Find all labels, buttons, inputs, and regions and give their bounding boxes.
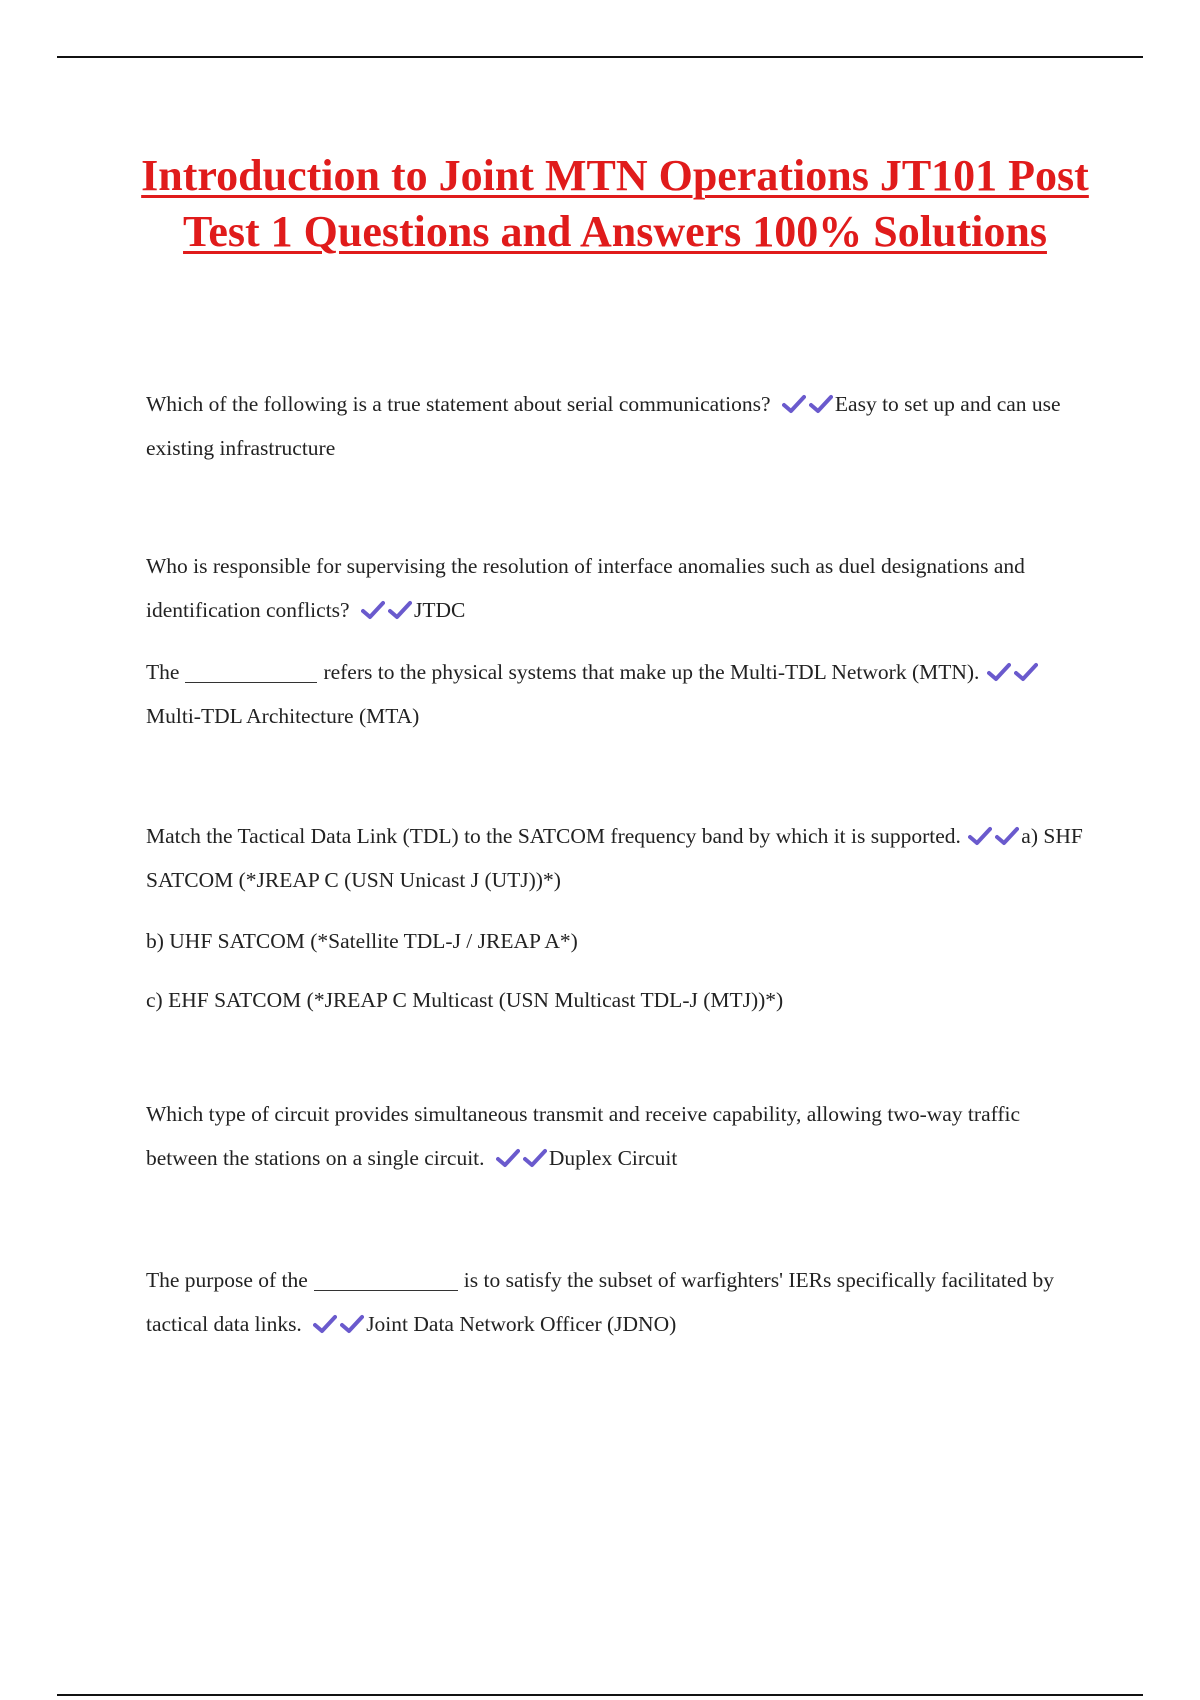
qa-item-1 (146, 382, 1086, 470)
fill-in-blank (185, 660, 317, 683)
qa-item-6 (146, 1258, 1086, 1346)
question-text-end: refers to the physical systems that make up the Multi-TDL Network (MTN). (323, 660, 980, 684)
double-check-icon (313, 1314, 364, 1334)
question-text-end: is to satisfy the subset of warfighters' IERs specifically facilitated by tactical data links. (146, 1268, 1054, 1336)
answer-option-b: b) UHF SATCOM (*Satellite TDL-J / JREAP A*) (146, 929, 578, 953)
qa-item-2 (146, 544, 1086, 632)
double-check-icon (987, 662, 1038, 682)
qa-item-4 (146, 814, 1086, 902)
answer-option-c: c) EHF SATCOM (*JREAP C Multicast (USN Multicast TDL-J (MTJ))*) (146, 988, 784, 1012)
answer-text: Easy to set up and can use existing infrastructure (146, 392, 1061, 460)
double-check-icon (496, 1148, 547, 1168)
qa-item-5 (146, 1092, 1086, 1180)
question-text-start: The (146, 660, 180, 684)
question-text: Which of the following is a true statement about serial communications? (146, 392, 771, 416)
footer-rule (57, 1694, 1143, 1696)
qa-item-3 (146, 650, 1086, 738)
question-text: Which type of circuit provides simultaneous transmit and receive capability, allowing two-way traffic between the stations on a single circuit. (146, 1102, 1021, 1170)
question-text: Who is responsible for supervising the resolution of interface anomalies such as duel designations and identification conflicts? (146, 554, 1025, 622)
document-title: Introduction to Joint MTN Operations JT101 Post Test 1 Questions and Answers 100% Solutions (141, 151, 1089, 256)
answer-text: Joint Data Network Officer (JDNO) (366, 1312, 677, 1336)
fill-in-blank (314, 1268, 458, 1291)
answer-option-a: a) SHF SATCOM (*JREAP C (USN Unicast J (UTJ))*) (146, 824, 1083, 892)
double-check-icon (782, 394, 833, 414)
question-text: Match the Tactical Data Link (TDL) to the SATCOM frequency band by which it is supported. (146, 824, 961, 848)
answer-text: JTDC (413, 598, 466, 622)
question-text-start: The purpose of the (146, 1268, 308, 1292)
answer-text: Multi-TDL Architecture (MTA) (146, 704, 420, 728)
double-check-icon (361, 600, 412, 620)
answer-text: Duplex Circuit (548, 1146, 678, 1170)
double-check-icon (968, 826, 1019, 846)
header-rule (57, 56, 1143, 58)
